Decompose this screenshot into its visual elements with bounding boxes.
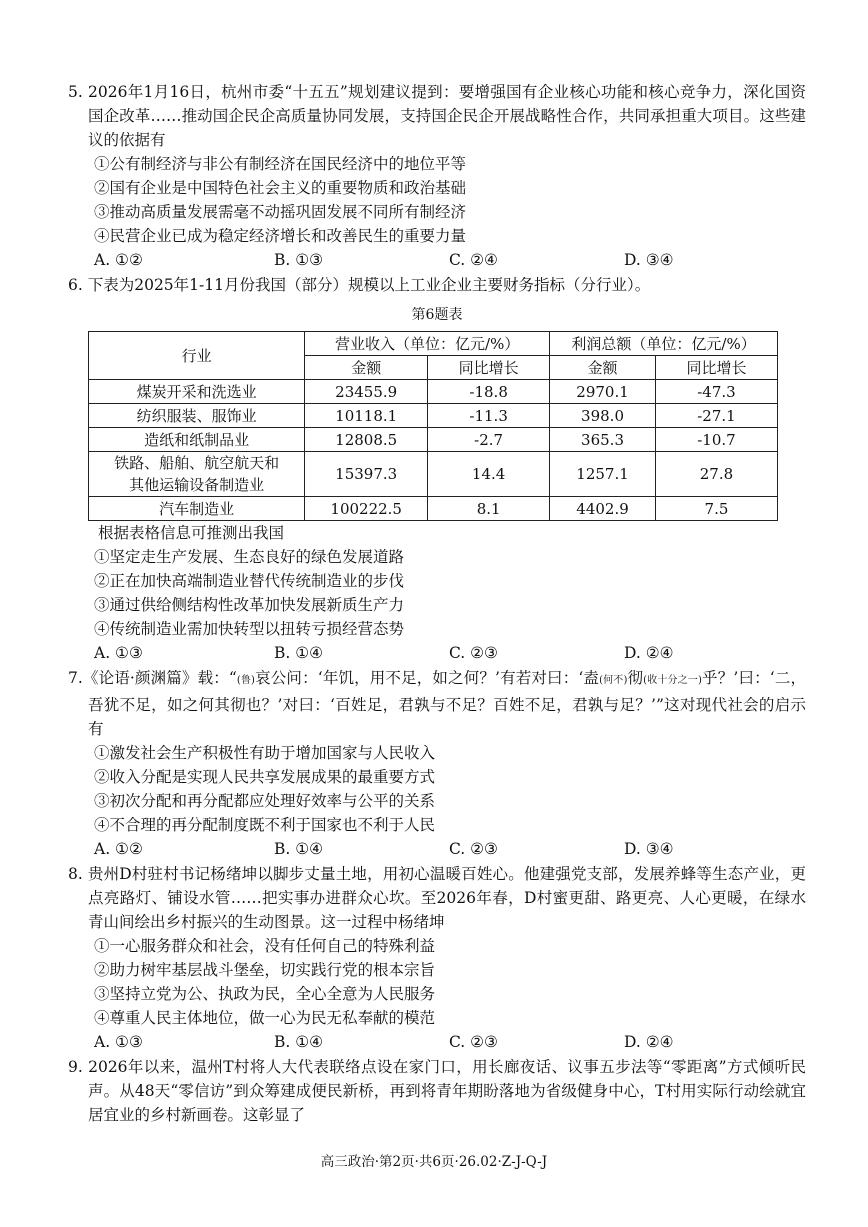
option-d[interactable]: D. ②④	[624, 644, 674, 662]
option-d[interactable]: D. ③④	[624, 251, 674, 269]
row-rev: 100222.5	[305, 497, 428, 521]
option-b[interactable]: B. ①④	[274, 840, 324, 858]
row-rev-growth: -2.7	[428, 428, 550, 452]
option-a[interactable]: A. ①③	[94, 644, 143, 662]
question-7-item-1: ①激发社会生产积极性有助于增加国家与人民收入	[94, 744, 436, 762]
question-9-stem: 9. 2026年以来，温州T村将人大代表联络点设在家门口，用长廊夜话、议事五步法等“零距离”方式倾听民声。从48天“零信访”到众筹建成便民新桥，再到将青年期盼落地为省级健身中心，T村用实际行动绘就宜居宜业的乡村新画卷。这彰显了	[68, 1058, 806, 1124]
option-c[interactable]: C. ②③	[449, 644, 498, 662]
question-7-item-4: ④不合理的再分配制度既不利于国家也不利于人民	[94, 816, 436, 834]
question-8-stem: 8. 贵州D村驻村书记杨绪坤以脚步丈量土地，用初心温暖百姓心。他建强党支部，发展养蜂等生态产业，更点亮路灯、铺设水管……把实事办进群众心坎。至2026年春，D村蜜更甜、路更亮、人心更暖，在绿水青山间绘出乡村振兴的生动图景。这一过程中杨绪坤	[68, 865, 806, 931]
stem-part: 7.《论语·颜渊篇》载：“	[68, 669, 237, 687]
question-6-stem: 6. 下表为2025年1-11月份我国（部分）规模以上工业企业主要财务指标（分行业）。	[68, 276, 651, 294]
finance-table	[88, 331, 778, 521]
option-a[interactable]: A. ①②	[94, 840, 143, 858]
question-9	[68, 1055, 806, 1127]
question-6	[68, 273, 806, 665]
table-row	[89, 428, 778, 452]
row-pro: 1257.1	[550, 452, 656, 497]
option-c[interactable]: C. ②④	[449, 251, 498, 269]
header-pro-growth: 同比增长	[655, 356, 777, 380]
content	[68, 80, 806, 1127]
header-revenue: 营业收入（单位：亿元/%）	[305, 332, 550, 356]
option-b[interactable]: B. ①③	[274, 251, 324, 269]
question-8-item-1: ①一心服务群众和社会，没有任何自己的特殊利益	[94, 937, 436, 955]
header-rev-amount: 金额	[305, 356, 428, 380]
row-pro: 365.3	[550, 428, 656, 452]
question-5	[68, 80, 806, 272]
question-8-item-3: ③坚持立党为公、执政为民，全心全意为人民服务	[94, 985, 436, 1003]
question-8	[68, 862, 806, 1054]
question-6-item-4: ④传统制造业需加快转型以扭转亏损经营态势	[94, 620, 405, 638]
row-industry-line-2: 其他运输设备制造业	[129, 476, 265, 494]
annotation: (鲁)	[236, 675, 255, 686]
row-rev: 15397.3	[305, 452, 428, 497]
row-industry: 纺织服装、服饰业	[89, 404, 305, 428]
question-5-item-4: ④民营企业已成为稳定经济增长和改善民生的重要力量	[94, 227, 467, 245]
option-a[interactable]: A. ①②	[94, 251, 143, 269]
option-a[interactable]: A. ①③	[94, 1033, 143, 1051]
table-row	[89, 380, 778, 404]
question-8-item-4: ④尊重人民主体地位，做一心为民无私奉献的模范	[94, 1009, 436, 1027]
header-industry: 行业	[89, 332, 305, 380]
header-pro-amount: 金额	[550, 356, 656, 380]
question-6-note: 根据表格信息可推测出我国	[98, 524, 285, 542]
row-rev: 10118.1	[305, 404, 428, 428]
table-row	[89, 404, 778, 428]
row-rev-growth: 8.1	[428, 497, 550, 521]
question-5-item-2: ②国有企业是中国特色社会主义的重要物质和政治基础	[94, 179, 467, 197]
question-8-options	[68, 1030, 806, 1054]
row-pro-growth: -27.1	[655, 404, 777, 428]
row-pro: 2970.1	[550, 380, 656, 404]
row-industry: 煤炭开采和洗选业	[89, 380, 305, 404]
question-8-item-2: ②助力树牢基层战斗堡垒，切实践行党的根本宗旨	[94, 961, 436, 979]
option-c[interactable]: C. ②③	[449, 1033, 498, 1051]
question-7	[68, 666, 806, 861]
row-rev-growth: 14.4	[428, 452, 550, 497]
row-pro-growth: -10.7	[655, 428, 777, 452]
row-pro-growth: 27.8	[655, 452, 777, 497]
question-6-options	[68, 641, 806, 665]
row-rev-growth: -18.8	[428, 380, 550, 404]
table-caption: 第6题表	[411, 307, 463, 323]
question-7-item-2: ②收入分配是实现人民共享发展成果的最重要方式	[94, 768, 436, 786]
row-industry: 汽车制造业	[89, 497, 305, 521]
row-rev: 12808.5	[305, 428, 428, 452]
question-6-item-1: ①坚定走生产发展、生态良好的绿色发展道路	[94, 548, 405, 566]
row-pro-growth: -47.3	[655, 380, 777, 404]
header-rev-growth: 同比增长	[428, 356, 550, 380]
option-d[interactable]: D. ③④	[624, 840, 674, 858]
question-5-stem: 5. 2026年1月16日，杭州市委“十五五”规划建议提到：要增强国有企业核心功能和核心竞争力，深化国资国企改革……推动国企民企高质量协同发展，支持国企民企开展战略性合作，共同承担重大项目。这些建议的依据有	[68, 83, 806, 149]
option-b[interactable]: B. ①④	[274, 1033, 324, 1051]
table-row	[89, 497, 778, 521]
page-footer: 高三政治·第2页·共6页·26.02·Z-J-Q-J	[320, 1154, 548, 1170]
question-6-item-3: ③通过供给侧结构性改革加快发展新质生产力	[94, 596, 405, 614]
question-5-item-3: ③推动高质量发展需毫不动摇巩固发展不同所有制经济	[94, 203, 467, 221]
question-7-stem	[68, 666, 806, 741]
question-6-item-2: ②正在加快高端制造业替代传统制造业的步伐	[94, 572, 405, 590]
option-b[interactable]: B. ①④	[274, 644, 324, 662]
stem-part: 哀公问：‘年饥，用不足，如之何？’有若对曰：‘盍	[254, 669, 600, 687]
table-row	[89, 452, 778, 497]
cropped-header-strip	[180, 48, 560, 58]
question-7-options	[68, 837, 806, 861]
stem-part: 乎？’曰：‘二，吾犹不足，如之何其彻也？’对曰：‘百姓足，君孰与不足？百姓不足，君孰与足？’”这对现代社会的启示有	[88, 669, 806, 738]
stem-part: 彻	[627, 669, 644, 687]
row-industry-line-1: 铁路、船舶、航空航天和	[114, 454, 280, 472]
option-d[interactable]: D. ②④	[624, 1033, 674, 1051]
row-pro: 398.0	[550, 404, 656, 428]
annotation: (收十分之一)	[643, 675, 702, 686]
annotation: (何不)	[599, 675, 628, 686]
row-industry-multiline	[89, 452, 305, 497]
question-5-options	[68, 248, 806, 272]
row-industry: 造纸和纸制品业	[89, 428, 305, 452]
row-pro-growth: 7.5	[655, 497, 777, 521]
question-5-item-1: ①公有制经济与非公有制经济在国民经济中的地位平等	[94, 155, 467, 173]
row-rev: 23455.9	[305, 380, 428, 404]
option-c[interactable]: C. ②③	[449, 840, 498, 858]
question-7-item-3: ③初次分配和再分配都应处理好效率与公平的关系	[94, 792, 436, 810]
row-pro: 4402.9	[550, 497, 656, 521]
row-rev-growth: -11.3	[428, 404, 550, 428]
header-profit: 利润总额（单位：亿元/%）	[550, 332, 778, 356]
